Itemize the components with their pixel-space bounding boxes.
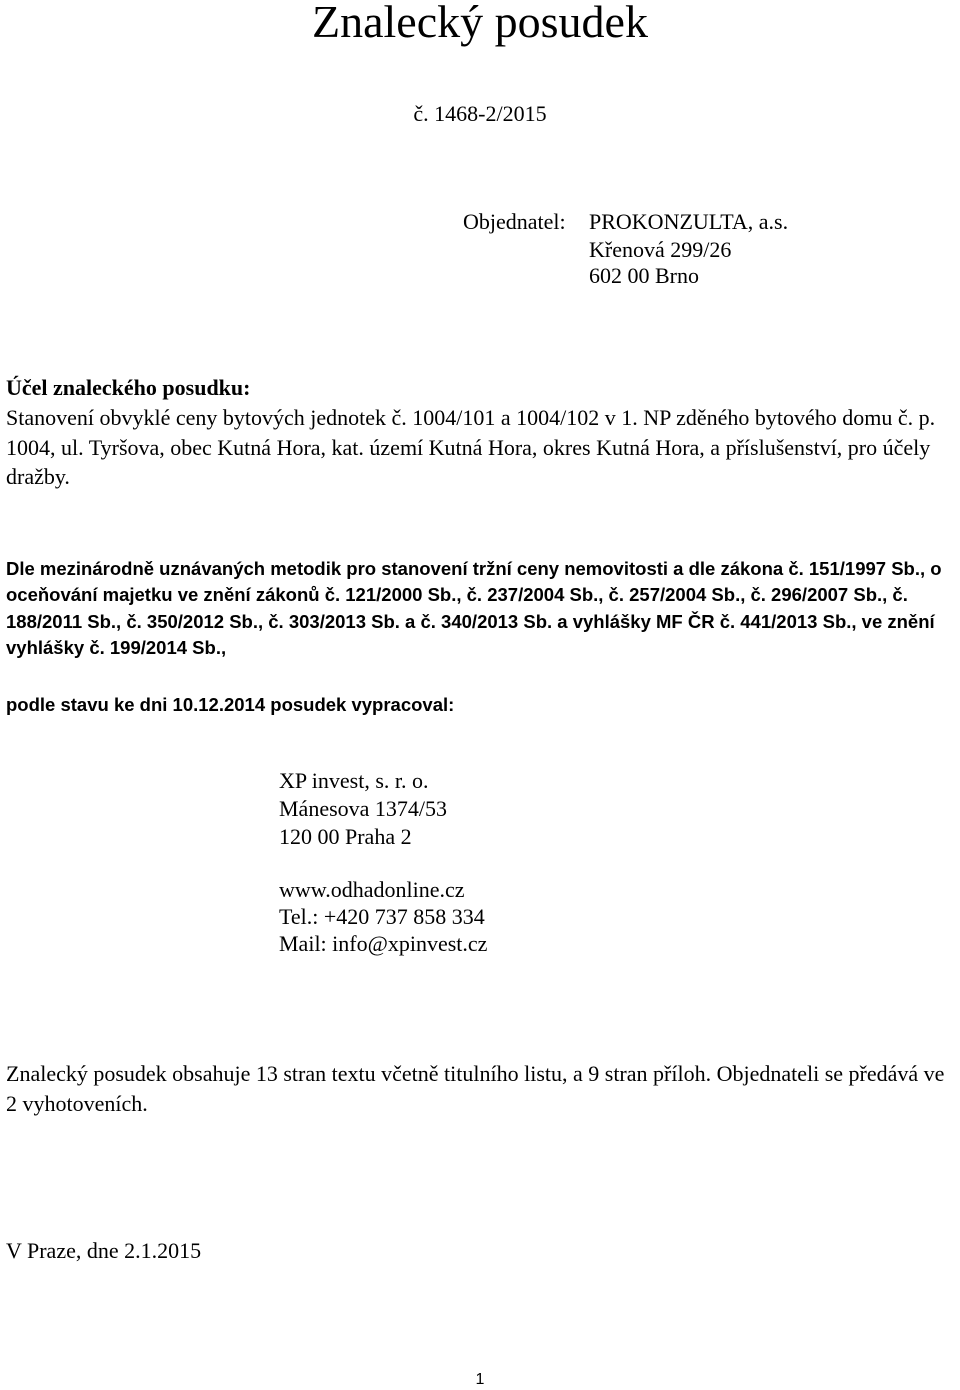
document-title: Znalecký posudek xyxy=(312,0,648,47)
place-date: V Praze, dne 2.1.2015 xyxy=(6,1238,202,1263)
client-city: 602 00 Brno xyxy=(589,263,699,288)
expert-website-link[interactable]: www.odhadonline.cz xyxy=(279,877,465,902)
contents-note: Znalecký posudek obsahuje 13 stran textu včetně titulního listu, a 9 stran příloh. Objednateli se předává ve 2 vyhotoveních. xyxy=(6,1061,945,1116)
client-street: Křenová 299/26 xyxy=(589,237,732,262)
expert-phone: Tel.: +420 737 858 334 xyxy=(279,904,485,929)
purpose-text: Stanovení obvyklé ceny bytových jednotek č. 1004/101 a 1004/102 v 1. NP zděného bytového domu č. p. 1004, ul. Tyršova, obec Kutná Hora, kat. území Kutná Hora, okres Kutná Hora, a příslušenství, pro účely dražby. xyxy=(6,405,936,489)
client-name: PROKONZULTA, a.s. xyxy=(589,209,789,234)
expert-city: 120 00 Praha 2 xyxy=(279,824,412,849)
document-number: č. 1468-2/2015 xyxy=(413,101,547,126)
prepared-by-line: podle stavu ke dni 10.12.2014 posudek vypracoval: xyxy=(6,694,455,715)
expert-street: Mánesova 1374/53 xyxy=(279,796,448,821)
page-number: 1 xyxy=(475,1371,485,1388)
expert-email: Mail: info@xpinvest.cz xyxy=(279,931,488,956)
expert-name: XP invest, s. r. o. xyxy=(279,768,429,793)
purpose-heading: Účel znaleckého posudku: xyxy=(6,375,251,400)
legal-basis: Dle mezinárodně uznávaných metodik pro stanovení tržní ceny nemovitosti a dle zákona č. 151/1997 Sb., o oceňování majetku ve znění zákonů č. 121/2000 Sb., č. 237/2004 Sb., č. 257/2004 Sb., č. 296/2007 Sb., č. 188/2011 Sb., č. 350/2012 Sb., č. 303/2013 Sb. a č. 340/2013 Sb. a vyhlášky MF ČR č. 441/2013 Sb., ve znění vyhlášky č. 199/2014 Sb., xyxy=(6,558,942,659)
client-label: Objednatel: xyxy=(463,209,566,234)
